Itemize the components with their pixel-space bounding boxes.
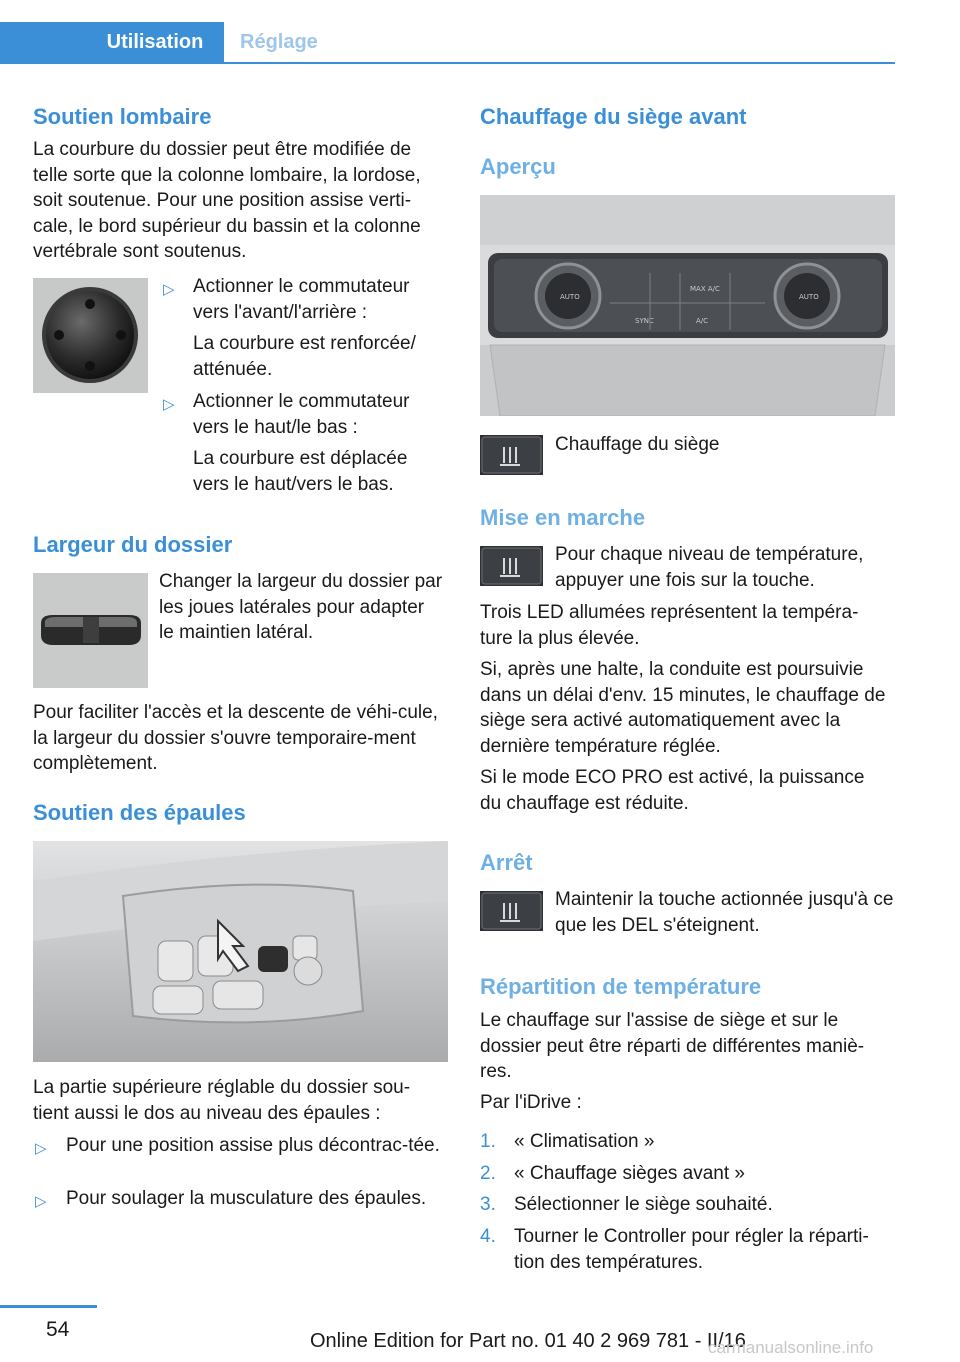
width-title: Largeur du dossier [33, 532, 233, 557]
tab-utilisation[interactable] [0, 22, 224, 62]
seat-heat-label: Chauffage du siège [555, 434, 720, 455]
lumbar-intro: La courbure du dossier peut être modifiée de telle sorte que la colonne lombaire, la lordose, soit soutenue. Pour une position assise verti‐cale, le bord supérieur du bassin et la colonne vertébrale sont soutenus. [33, 139, 421, 262]
distribution-p1: Le chauffage sur l'assise de siège et sur le dossier peut être réparti de différentes maniè‐res. [480, 1010, 865, 1082]
page-number: 54 [46, 1318, 70, 1341]
shoulder-item-2: Pour soulager la musculature des épaules. [66, 1188, 427, 1209]
panel-max: MAX A/C [690, 285, 720, 293]
on-p2: Si, après une halte, la conduite est poursuivie dans un délai d'env. 15 minutes, le chauffage de siège sera activé automatiquement avec la dernière température réglée. [480, 659, 886, 757]
distribution-p2: Par l'iDrive : [480, 1092, 582, 1113]
lumbar-title: Soutien lombaire [33, 104, 212, 129]
on-title: Mise en marche [480, 505, 646, 530]
panel-sync: SYNC [635, 317, 654, 325]
step-text: « Chauffage sièges avant » [514, 1163, 745, 1184]
lumbar-item-1-result: La courbure est renforcée/ atténuée. [193, 333, 416, 380]
climate-panel-image [480, 195, 895, 416]
footer-line [0, 1305, 97, 1308]
lumbar-item-2: Actionner le commutateur vers le haut/le bas : [193, 391, 410, 438]
off-title: Arrêt [480, 850, 533, 875]
shoulder-title: Soutien des épaules [33, 800, 246, 825]
off-side-text: Maintenir la touche actionnée jusqu'à ce que les DEL s'éteignent. [555, 889, 894, 936]
watermark: carmanualsonline.info [708, 1338, 874, 1357]
panel-ac: A/C [696, 317, 709, 325]
bullet-triangle-icon: ▷ [163, 281, 175, 298]
bullet-triangle-icon: ▷ [35, 1193, 47, 1210]
step-text: « Climatisation » [514, 1131, 655, 1152]
tab-reglage[interactable] [240, 22, 318, 62]
distribution-title: Répartition de température [480, 974, 762, 999]
header-tabbar [0, 22, 895, 64]
seat-heating-button-image [480, 435, 543, 475]
panel-auto-right: AUTO [799, 293, 819, 301]
overview-title: Aperçu [480, 154, 556, 179]
on-side-text: Pour chaque niveau de température, appuyer une fois sur la touche. [555, 544, 864, 591]
width-body: Pour faciliter l'accès et la descente de véhi‐cule, la largeur du dossier s'ouvre temporaire‐ment complètement. [33, 702, 438, 774]
on-p1: Trois LED allumées représentent la tempéra‐ture la plus élevée. [480, 602, 859, 649]
lumbar-item-2-result: La courbure est déplacée vers le haut/vers le bas. [193, 448, 408, 495]
step-text: Sélectionner le siège souhaité. [514, 1194, 773, 1215]
bullet-triangle-icon: ▷ [35, 1140, 47, 1157]
lumbar-item-1: Actionner le commutateur vers l'avant/l'arrière : [193, 276, 410, 323]
seat-heating-button-image [480, 891, 543, 931]
on-p3: Si le mode ECO PRO est activé, la puissance du chauffage est réduite. [480, 767, 865, 814]
seat-controls-image [33, 841, 448, 1062]
step-text: Tourner le Controller pour régler la réparti‐tion des températures. [514, 1226, 869, 1273]
step-number: 3. [480, 1194, 496, 1215]
width-switch-image [33, 573, 148, 688]
tab-reglage-label: Réglage [240, 30, 318, 53]
bullet-triangle-icon: ▷ [163, 396, 175, 413]
lumbar-switch-image [33, 278, 148, 393]
panel-auto-left: AUTO [560, 293, 580, 301]
seat-heating-button-image [480, 546, 543, 586]
width-side-text: Changer la largeur du dossier par les joues latérales pour adapter le maintien latéral. [159, 571, 443, 643]
shoulder-item-1: Pour une position assise plus décontrac‐tée. [66, 1135, 440, 1156]
heating-title: Chauffage du siège avant [480, 104, 747, 129]
shoulder-body: La partie supérieure réglable du dossier sou‐tient aussi le dos au niveau des épaules : [33, 1077, 411, 1124]
footer-edition: Online Edition for Part no. 01 40 2 969 781 - II/16 [310, 1330, 746, 1352]
tab-utilisation-label: Utilisation [106, 30, 204, 53]
step-number: 4. [480, 1226, 496, 1247]
step-number: 2. [480, 1163, 496, 1184]
step-number: 1. [480, 1131, 496, 1152]
